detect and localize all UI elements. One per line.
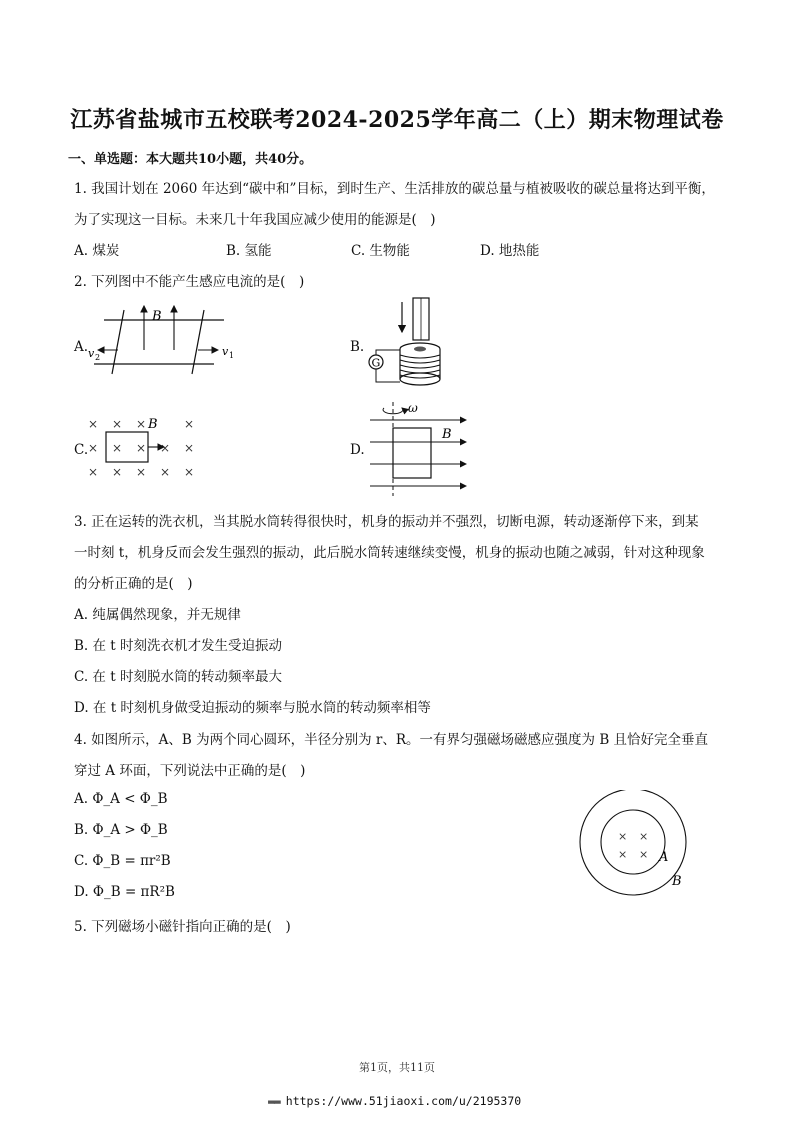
field-cross: ×: [184, 465, 195, 479]
field-cross: ×: [112, 417, 123, 431]
q4-option-a: A. Φ_A < Φ_B: [74, 791, 168, 807]
field-cross: ×: [160, 441, 171, 455]
watermark: [268, 1094, 521, 1108]
q3-line-3: 的分析正确的是( ): [74, 576, 193, 592]
q4-option-b: B. Φ_A > Φ_B: [74, 822, 168, 838]
q1-option-d: D. 地热能: [480, 243, 540, 259]
q3-option-b: B. 在 t 时刻洗衣机才发生受迫振动: [74, 638, 283, 654]
q4-option-d: D. Φ_B = πR²B: [74, 884, 175, 900]
ring-a-label: A: [659, 850, 669, 865]
field-cross: ×: [136, 441, 147, 455]
field-cross: ×: [88, 465, 99, 479]
q2-label-b: B.: [350, 339, 365, 355]
q1-option-a: A. 煤炭: [74, 243, 120, 259]
section-heading: 一、单选题：本大题共10小题，共40分。: [68, 152, 313, 167]
figc-b-label: B: [148, 417, 158, 432]
q4-figure-rings: [576, 790, 706, 898]
q1-line-2: 为了实现这一目标。未来几十年我国应减少使用的能源是( ): [74, 212, 436, 228]
watermark-logo: ▬▬: [268, 1094, 286, 1108]
field-cross: ×: [184, 441, 195, 455]
figd-b-label: B: [442, 427, 452, 442]
q2-figure-d: [368, 400, 478, 500]
field-cross: ×: [112, 465, 123, 479]
figa-b-label: B: [152, 309, 162, 324]
page-title: 江苏省盐城市五校联考2024-2025学年高二（上）期末物理试卷: [70, 107, 724, 133]
field-cross: ×: [136, 465, 147, 479]
field-cross: ×: [136, 417, 147, 431]
q2-figure-c: [84, 412, 204, 482]
q2-figure-a: [84, 300, 244, 380]
q2-label-d: D.: [350, 442, 365, 458]
q3-line-2: 一时刻 t，机身反而会发生强烈的振动，此后脱水筒转速继续变慢，机身的振动也随之减弱，针对这种现象: [74, 545, 705, 561]
field-cross: ×: [88, 441, 99, 455]
figa-v1-sub: 1: [229, 351, 235, 360]
q4-line-2: 穿过 A 环面，下列说法中正确的是( ): [74, 763, 306, 779]
field-cross: ×: [160, 465, 171, 479]
field-cross: ×: [112, 441, 123, 455]
svg-text:×: ×: [618, 830, 628, 843]
q3-option-d: D. 在 t 时刻机身做受迫振动的频率与脱水筒的转动频率相等: [74, 700, 431, 716]
q1-option-b: B. 氢能: [226, 243, 272, 259]
q4-line-1: 4. 如图所示，A、B 为两个同心圆环，半径分别为 r、R。一有界匀强磁场磁感应强度为 B 且恰好完全垂直: [74, 732, 709, 748]
figa-v2-label: v: [88, 347, 95, 360]
q2-label-a: A.: [74, 339, 89, 355]
figa-v2-sub: 2: [95, 353, 101, 362]
figa-v1-label: v: [222, 345, 229, 358]
field-cross: ×: [184, 417, 195, 431]
q2-stem: 2. 下列图中不能产生感应电流的是( ): [74, 274, 305, 290]
ring-b-label: B: [672, 874, 682, 889]
figb-galvanometer-label: G: [371, 356, 381, 370]
q3-option-a: A. 纯属偶然现象，并无规律: [74, 607, 241, 623]
q3-option-c: C. 在 t 时刻脱水筒的转动频率最大: [74, 669, 282, 685]
q4-option-c: C. Φ_B = πr²B: [74, 853, 171, 869]
q1-line-1: 1. 我国计划在 2060 年达到“碳中和”目标，到时生产、生活排放的碳总量与植被吸收的碳总量将达到平衡，: [74, 181, 715, 197]
svg-text:×: ×: [639, 830, 649, 843]
svg-text:×: ×: [618, 848, 628, 861]
svg-text:×: ×: [639, 848, 649, 861]
figd-omega-label: ω: [408, 401, 418, 415]
page-footer: 第1页，共11页: [359, 1061, 435, 1074]
q5-stem: 5. 下列磁场小磁针指向正确的是( ): [74, 919, 291, 935]
q2-label-c: C.: [74, 442, 89, 458]
q2-figure-b: [362, 294, 462, 394]
watermark-url: https://www.51jiaoxi.com/u/2195370: [285, 1094, 522, 1108]
q1-option-c: C. 生物能: [351, 243, 410, 259]
q3-line-1: 3. 正在运转的洗衣机，当其脱水筒转得很快时，机身的振动并不强烈，切断电源，转动逐渐停下来，到某: [74, 514, 699, 530]
field-cross: ×: [88, 417, 99, 431]
